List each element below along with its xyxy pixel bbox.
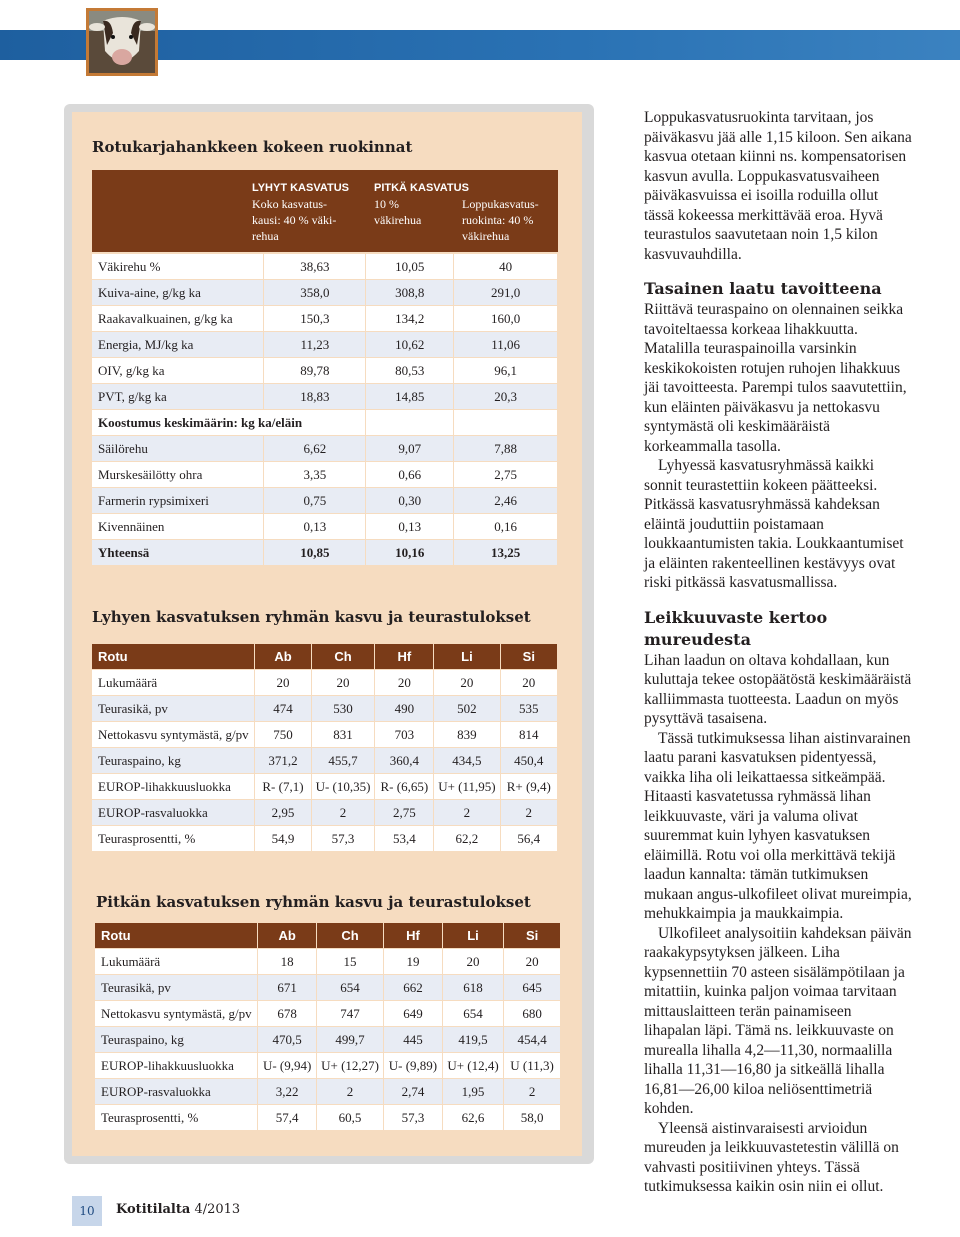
table-row	[92, 826, 558, 852]
row-label: Teurasprosentti, %	[92, 826, 255, 852]
cell-value: 0,13	[366, 514, 454, 540]
cell-value: 814	[500, 722, 557, 748]
cell-value: 2	[311, 800, 375, 826]
column-header: Rotu	[95, 923, 258, 949]
row-label: PVT, g/kg ka	[92, 384, 264, 410]
table1-header	[92, 170, 558, 252]
cell-value: 419,5	[442, 1027, 503, 1053]
table-row	[92, 748, 558, 774]
row-label: Teurasikä, pv	[92, 696, 255, 722]
cell-value: 2,75	[375, 800, 434, 826]
row-label: Yhteensä	[92, 540, 264, 566]
cell-value: 502	[434, 696, 500, 722]
column-header: Ch	[311, 644, 375, 670]
cell-value: R- (6,65)	[375, 774, 434, 800]
magazine-name: Kotitilalta	[116, 1202, 191, 1217]
page-number: 10	[72, 1196, 102, 1226]
table-row	[95, 1027, 561, 1053]
cell-value: 20,3	[454, 384, 558, 410]
article-paragraph: Ulkofileet analysoitiin kahdeksan päivän raakakypsytyksen jälkeen. Liha kypsennettiin 70 asteen sisälämpötilaan ja mitattiin, kuinka paljon voimaa tarvitaan mittauslaitteen terän painamiseen lihapalan läpi. Tämä ns. leikkuuvaste on murealla lihalla 4,2—11,30, normaalilla lihalla 11,31—16,80 ja sitkeällä lihalla 16,81—26,00 kiloa neliösenttimetriä kohden.	[644, 924, 912, 1117]
cell-value: 445	[384, 1027, 443, 1053]
row-label: Energia, MJ/kg ka	[92, 332, 264, 358]
cell-value: 3,35	[264, 462, 366, 488]
column-header: Li	[442, 923, 503, 949]
cell-value: 490	[375, 696, 434, 722]
row-label: Raakavalkuainen, g/kg ka	[92, 306, 264, 332]
short-sub-line: Koko kasvatus-	[252, 197, 327, 211]
row-label: EUROP-lihakkuusluokka	[92, 774, 255, 800]
cell-value: 10,62	[366, 332, 454, 358]
cell-value: 2,46	[454, 488, 558, 514]
cell-value: R+ (9,4)	[500, 774, 557, 800]
row-label: EUROP-lihakkuusluokka	[95, 1053, 258, 1079]
cell-value: 62,2	[434, 826, 500, 852]
cell-value: 20	[311, 670, 375, 696]
row-label: Säilörehu	[92, 436, 264, 462]
cell-value: 0,75	[264, 488, 366, 514]
cell-value: U (11,3)	[504, 1053, 561, 1079]
cell-value: 7,88	[454, 436, 558, 462]
cell-value: U- (9,89)	[384, 1053, 443, 1079]
table-row	[95, 1079, 561, 1105]
table-row	[92, 514, 558, 540]
row-label: Lukumäärä	[95, 949, 258, 975]
cell-value: 0,66	[366, 462, 454, 488]
cell-value: U+ (12,4)	[442, 1053, 503, 1079]
cell-value: 54,9	[255, 826, 311, 852]
cell-value: 2,74	[384, 1079, 443, 1105]
column-header: Ab	[255, 644, 311, 670]
column-header: Hf	[375, 644, 434, 670]
table-header-row	[95, 923, 561, 949]
column-header: Si	[504, 923, 561, 949]
cell-value: 20	[504, 949, 561, 975]
long-group-table	[95, 923, 561, 1131]
table-row	[92, 462, 558, 488]
cell-value: 150,3	[264, 306, 366, 332]
article-paragraph: Riittävä teuraspaino on olennainen seikka tavoiteltaessa korkeaa lihakkuutta. Matalilla teuraspainoilla varsinkin keskikokoisten rotujen ruhojen lihakkuus jäi tavoitteesta. Parempi tulos saavutettiin, kun eläinten päiväkasvu ja nettokasvu syntymästä oli keskimääräistä korkeammalla tasolla.	[644, 301, 907, 455]
table-row	[92, 254, 558, 280]
cell-value: 371,2	[255, 748, 311, 774]
table-row	[92, 774, 558, 800]
column-header: Si	[500, 644, 557, 670]
table-row	[95, 1053, 561, 1079]
cell-value: 649	[384, 1001, 443, 1027]
cell-value: 654	[442, 1001, 503, 1027]
column-header: Hf	[384, 923, 443, 949]
table-header-row	[92, 644, 558, 670]
magazine-credit	[116, 1202, 240, 1217]
short-sub-line: kausi: 40 % väki-	[252, 213, 337, 227]
column-header: Li	[434, 644, 500, 670]
row-label: Väkirehu %	[92, 254, 264, 280]
cell-value: 40	[454, 254, 558, 280]
table-row	[92, 670, 558, 696]
subheading-quality: Tasainen laatu tavoitteena	[644, 279, 882, 298]
cell-value: 0,30	[366, 488, 454, 514]
cell-value: 18,83	[264, 384, 366, 410]
table-row	[92, 358, 558, 384]
table3-title: Pitkän kasvatuksen ryhmän kasvu ja teurastulokset	[96, 893, 531, 911]
cell-value: 2,95	[255, 800, 311, 826]
table-row	[95, 949, 561, 975]
cell-value: 450,4	[500, 748, 557, 774]
row-label: Teurasprosentti, %	[95, 1105, 258, 1131]
cell-value: 2	[434, 800, 500, 826]
cell-value: 20	[375, 670, 434, 696]
cell-value: 618	[442, 975, 503, 1001]
article-paragraph: Lyhyessä kasvatusryhmässä kaikki sonnit teurastettiin kokeen päätteeksi. Pitkässä kasvatusryhmässä kahdeksan eläintä jouduttiin poistamaan loukkaantumisten takia. Loukkaantumiset ja eläinten rakenteellinen kestävyys ovat riski pitkässä kasvatusmallissa.	[644, 457, 904, 591]
row-label: Kuiva-aine, g/kg ka	[92, 280, 264, 306]
cell-value: 14,85	[366, 384, 454, 410]
article-paragraph: Tässä tutkimuksessa lihan aistinvarainen laatu parani kasvatuksen pidentyessä, vaikka liha oli leikattaessa sitkeämpää. Hitaasti kasvatetussa ryhmässä lihan leikkuuvaste, väri ja valuma olivat suuremmat kuin lyhyen kasvatuksen eläimillä. Rotu voi olla merkittävä tekijä laadun kannalta: tämän tutkimuksen mukaan angus-ulkofileet olivat mureimpia, mehukkaimpia ja maukkaimpia.	[644, 729, 912, 922]
subheading-tenderness: Leikkuuvaste kertoo mureudesta	[644, 607, 828, 649]
cell-value: R- (7,1)	[255, 774, 311, 800]
cell-value: 20	[255, 670, 311, 696]
article-paragraph: Yleensä aistinvaraisesti arvioidun mureuden ja leikkuuvastetestin välillä on vahvasti positiivinen yhteys. Tässä tutkimuksessa kaikin osin niin ei ollut.	[644, 1119, 899, 1195]
article-paragraph: Lihan laadun on oltava kohdallaan, kun kuluttaja tekee ostopäätöstä keskimääräistä kalliimmasta tuotteesta. Laadun on myös pysyttävä tasaisena.	[644, 651, 912, 727]
article-column	[644, 108, 912, 1197]
cell-value: 2	[504, 1079, 561, 1105]
cell-value: 9,07	[366, 436, 454, 462]
cell-value: 2,75	[454, 462, 558, 488]
cell-value: U+ (11,95)	[434, 774, 500, 800]
cell-value: 645	[504, 975, 561, 1001]
cell-value: 20	[500, 670, 557, 696]
row-label: EUROP-rasvaluokka	[95, 1079, 258, 1105]
feeding-table	[92, 254, 558, 566]
cell-value: 678	[258, 1001, 317, 1027]
cell-value: 2	[500, 800, 557, 826]
cell-value: 57,3	[311, 826, 375, 852]
cell-value: 56,4	[500, 826, 557, 852]
cell-value: U+ (12,27)	[317, 1053, 384, 1079]
cell-value: 530	[311, 696, 375, 722]
column-header: Ch	[317, 923, 384, 949]
table-row	[92, 488, 558, 514]
table-row	[92, 436, 558, 462]
cell-value: 89,78	[264, 358, 366, 384]
cell-value: 747	[317, 1001, 384, 1027]
row-label: Teuraspaino, kg	[92, 748, 255, 774]
cell-value: 358,0	[264, 280, 366, 306]
row-label: Lukumäärä	[92, 670, 255, 696]
cell-value: 680	[504, 1001, 561, 1027]
cell-value: 662	[384, 975, 443, 1001]
row-label: Kivennäinen	[92, 514, 264, 540]
row-label: Nettokasvu syntymästä, g/pv	[95, 1001, 258, 1027]
cell-value: 470,5	[258, 1027, 317, 1053]
cell-value: 750	[255, 722, 311, 748]
long-sub2-line: ruokinta: 40 %	[462, 213, 534, 227]
cell-value: 10,05	[366, 254, 454, 280]
cell-value: 455,7	[311, 748, 375, 774]
cell-value: 58,0	[504, 1105, 561, 1131]
cell-value: 839	[434, 722, 500, 748]
cell-value: 434,5	[434, 748, 500, 774]
long-sub1-line: 10 %	[374, 197, 399, 211]
short-sub-line: rehua	[252, 229, 279, 243]
subheading-label: Koostumus keskimäärin: kg ka/eläin	[92, 410, 366, 436]
article-paragraph: Loppukasvatusruokinta tarvitaan, jos päiväkasvu jää alle 1,15 kiloon. Sen aikana kasvua otetaan kiinni ns. kompensatorisen kasvun avulla. Loppukasvatusvaiheen päiväkasvuissa ei isoilla roduilla ollut tässä kokeessa merkittävää eroa. Hyvä teurastulos saavutetaan noin 1,5 kilon kasvuvauhdilla.	[644, 109, 912, 263]
cell-value: 11,23	[264, 332, 366, 358]
cell-value: 57,4	[258, 1105, 317, 1131]
cell-value: 60,5	[317, 1105, 384, 1131]
short-sub-label	[252, 196, 336, 244]
long-sub2-label	[462, 196, 539, 244]
cell-value: 20	[442, 949, 503, 975]
cell-value: 15	[317, 949, 384, 975]
table2-title: Lyhyen kasvatuksen ryhmän kasvu ja teurastulokset	[92, 608, 531, 626]
cell-value: 671	[258, 975, 317, 1001]
long-group-label: PITKÄ KASVATUS	[374, 182, 469, 194]
cell-value: 80,53	[366, 358, 454, 384]
table-row	[92, 384, 558, 410]
long-sub2-line: Loppukasvatus-	[462, 197, 539, 211]
row-label: Murskesäilötty ohra	[92, 462, 264, 488]
cell-value: 10,16	[366, 540, 454, 566]
empty-cell	[366, 410, 454, 436]
total-row	[92, 540, 558, 566]
cell-value: U- (10,35)	[311, 774, 375, 800]
cell-value: 38,63	[264, 254, 366, 280]
cell-value: 134,2	[366, 306, 454, 332]
cell-value: 6,62	[264, 436, 366, 462]
long-sub1-label	[374, 196, 421, 228]
column-header: Rotu	[92, 644, 255, 670]
cell-value: 160,0	[454, 306, 558, 332]
cell-value: 474	[255, 696, 311, 722]
cell-value: 20	[434, 670, 500, 696]
row-label: Nettokasvu syntymästä, g/pv	[92, 722, 255, 748]
cell-value: 0,16	[454, 514, 558, 540]
cell-value: 18	[258, 949, 317, 975]
short-group-table	[92, 644, 558, 852]
cell-value: 0,13	[264, 514, 366, 540]
cow-photo	[86, 8, 158, 76]
table-row	[92, 280, 558, 306]
cell-value: 535	[500, 696, 557, 722]
cell-value: 499,7	[317, 1027, 384, 1053]
cell-value: 454,4	[504, 1027, 561, 1053]
cell-value: 62,6	[442, 1105, 503, 1131]
cell-value: 96,1	[454, 358, 558, 384]
cell-value: 703	[375, 722, 434, 748]
table-row	[92, 800, 558, 826]
table-row	[92, 306, 558, 332]
cell-value: 291,0	[454, 280, 558, 306]
cell-value: 13,25	[454, 540, 558, 566]
cell-value: 831	[311, 722, 375, 748]
cell-value: 360,4	[375, 748, 434, 774]
cell-value: 11,06	[454, 332, 558, 358]
cell-value: U- (9,94)	[258, 1053, 317, 1079]
table-row	[95, 1105, 561, 1131]
cell-value: 2	[317, 1079, 384, 1105]
row-label: Teurasikä, pv	[95, 975, 258, 1001]
row-label: Teuraspaino, kg	[95, 1027, 258, 1053]
cell-value: 654	[317, 975, 384, 1001]
empty-cell	[454, 410, 558, 436]
cell-value: 53,4	[375, 826, 434, 852]
short-group-label: LYHYT KASVATUS	[252, 182, 349, 194]
row-label: Farmerin rypsimixeri	[92, 488, 264, 514]
table-subheading-row	[92, 410, 558, 436]
cell-value: 19	[384, 949, 443, 975]
cell-value: 3,22	[258, 1079, 317, 1105]
column-header: Ab	[258, 923, 317, 949]
cell-value: 308,8	[366, 280, 454, 306]
long-sub2-line: väkirehua	[462, 229, 510, 243]
cell-value: 1,95	[442, 1079, 503, 1105]
row-label: EUROP-rasvaluokka	[92, 800, 255, 826]
long-sub1-line: väkirehua	[374, 213, 422, 227]
row-label: OIV, g/kg ka	[92, 358, 264, 384]
table-row	[92, 696, 558, 722]
magazine-issue: 4/2013	[194, 1202, 241, 1217]
table-row	[95, 1001, 561, 1027]
table-row	[92, 722, 558, 748]
table-row	[92, 332, 558, 358]
cell-value: 57,3	[384, 1105, 443, 1131]
table-row	[95, 975, 561, 1001]
cell-value: 10,85	[264, 540, 366, 566]
table1-title: Rotukarjahankkeen kokeen ruokinnat	[92, 138, 413, 156]
